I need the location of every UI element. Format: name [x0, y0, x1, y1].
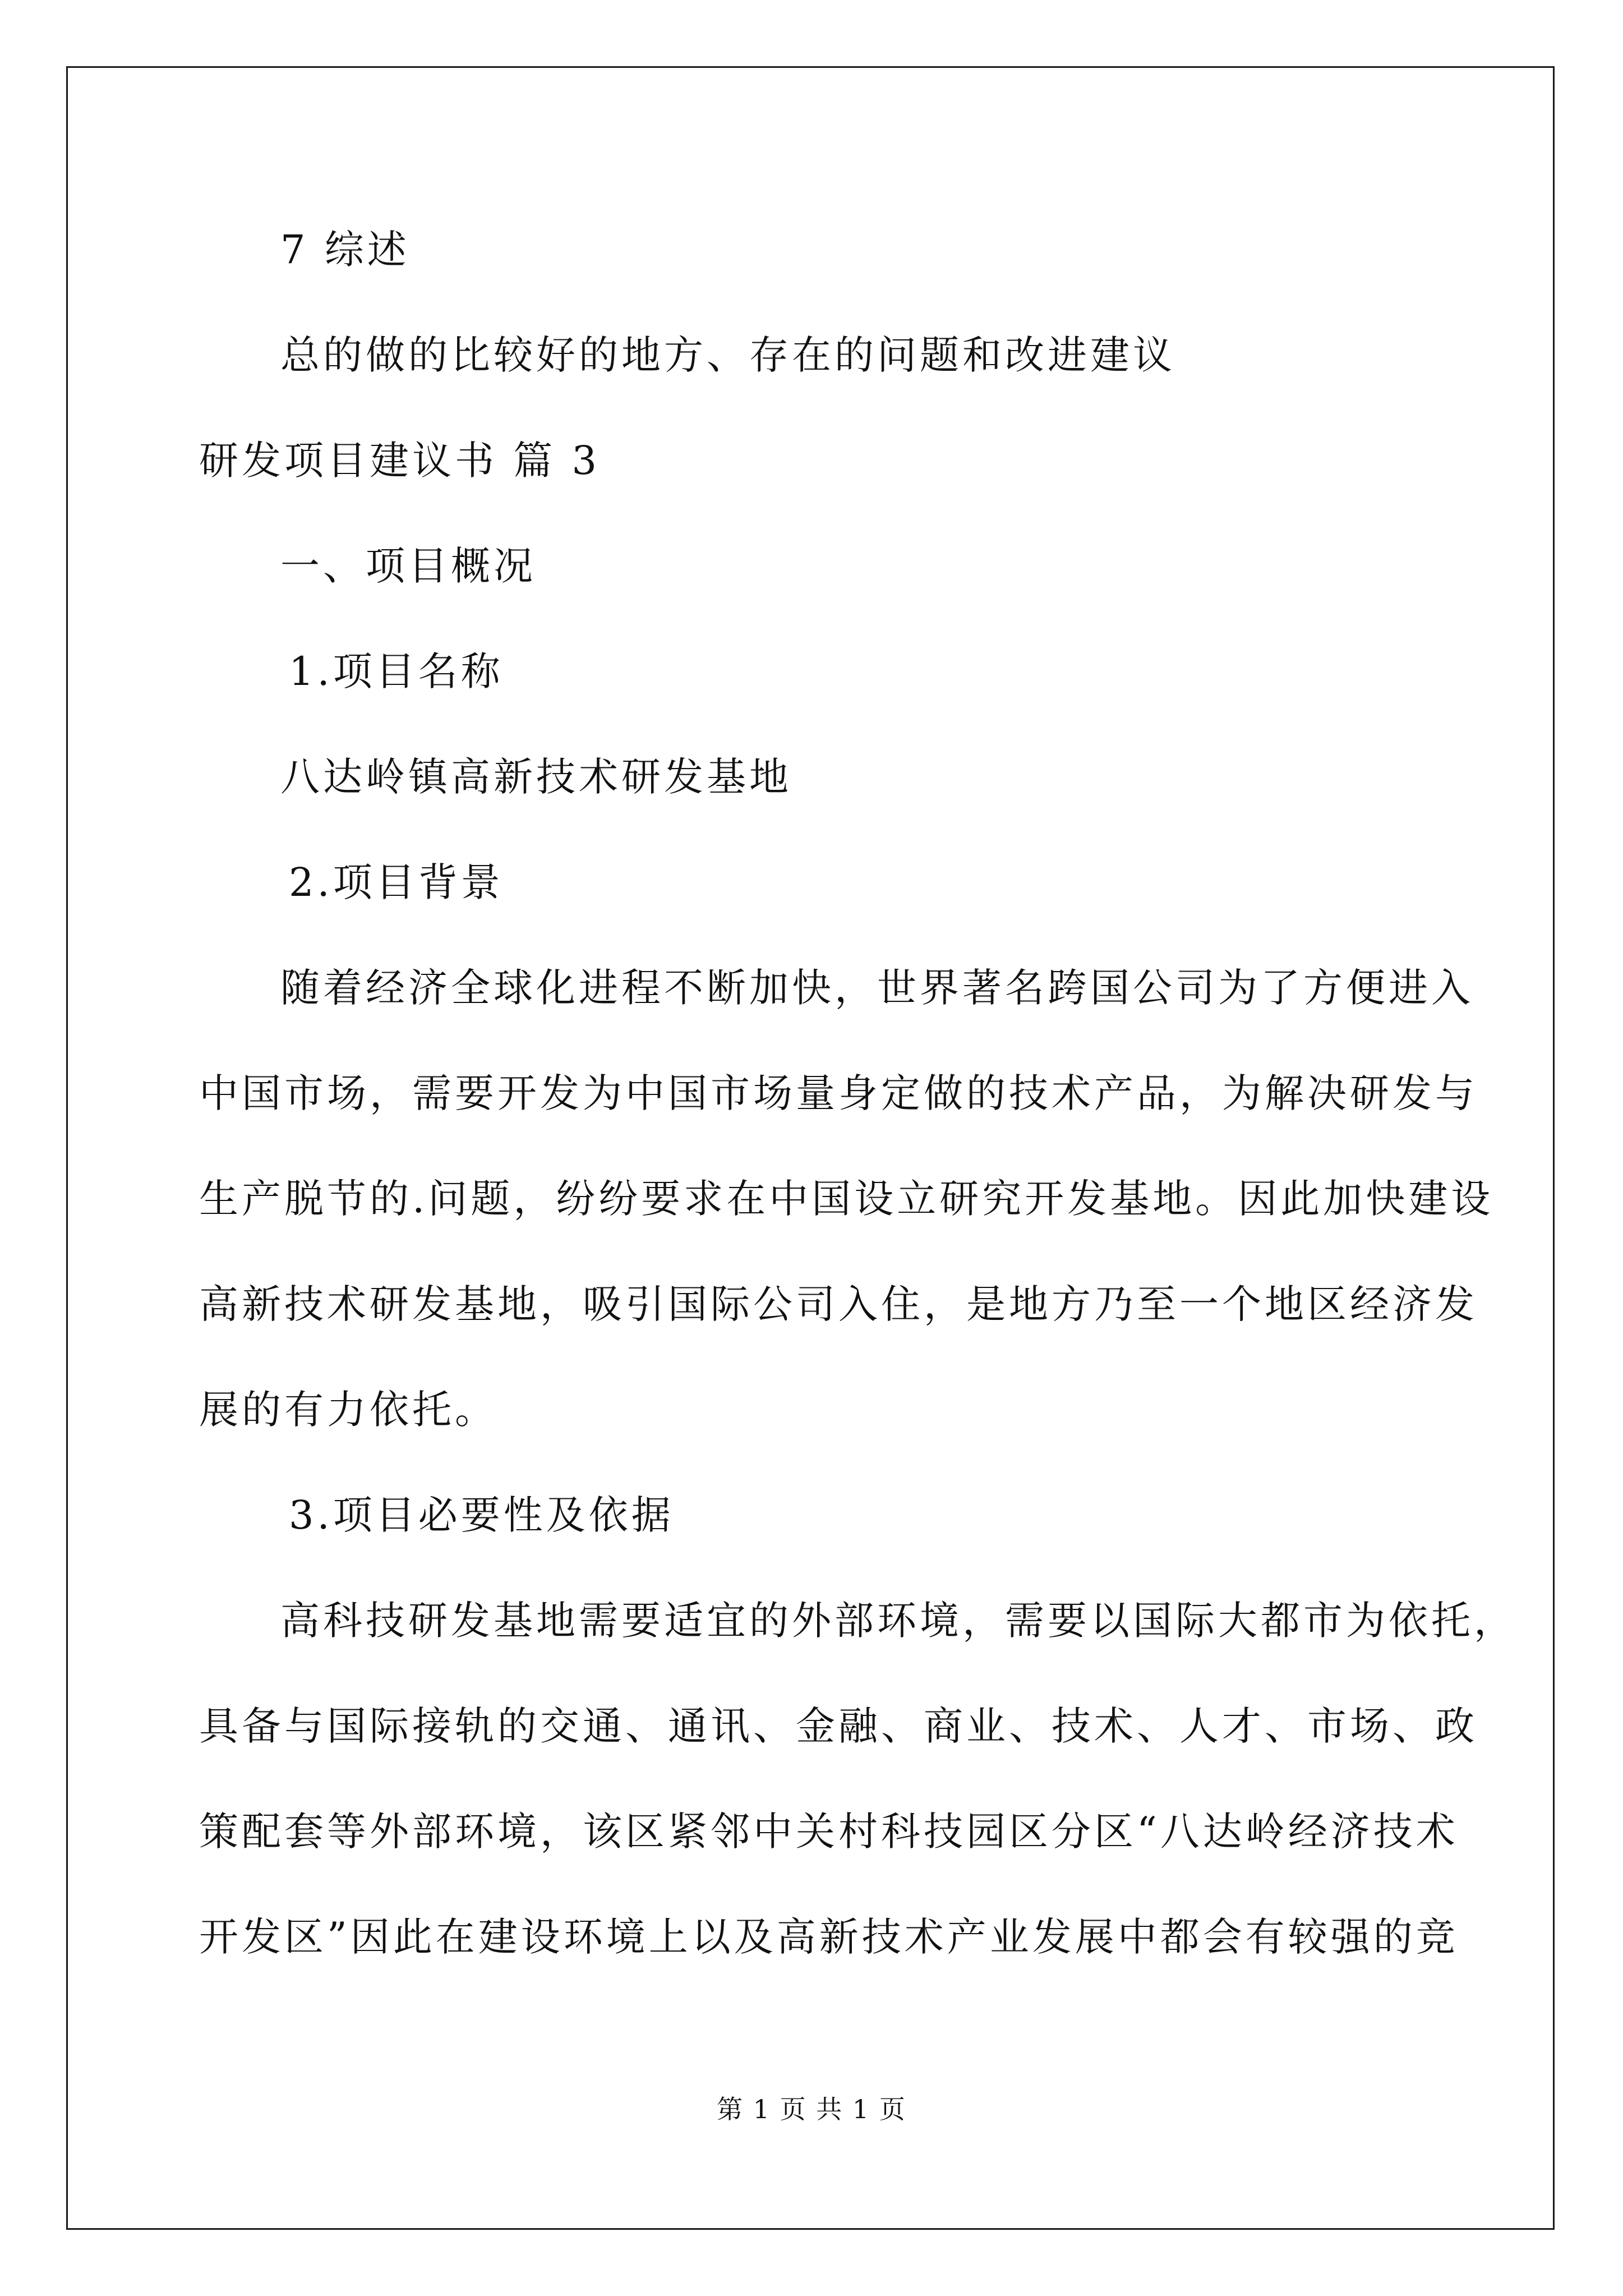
- paragraph-line: 展的有力依托。: [199, 1387, 497, 1433]
- subsection-heading-background: 2.项目背景: [289, 859, 504, 905]
- paragraph-line: 生产脱节的.问题，纷纷要求在中国设立研究开发基地。因此加快建设: [199, 1176, 1494, 1222]
- paragraph-line: 总的做的比较好的地方、存在的问题和改进建议: [280, 332, 1175, 378]
- paragraph-line: 八达岭镇高新技术研发基地: [280, 754, 792, 800]
- subsection-heading-necessity: 3.项目必要性及依据: [289, 1492, 674, 1538]
- document-title: 研发项目建议书 篇 3: [199, 438, 601, 484]
- paragraph-line: 高科技研发基地需要适宜的外部环境，需要以国际大都市为依托，: [280, 1598, 1516, 1644]
- paragraph-line: 具备与国际接轨的交通、通讯、金融、商业、技术、人才、市场、政: [199, 1703, 1478, 1749]
- page-border: [66, 66, 1555, 2230]
- page-footer: 第 1 页 共 1 页: [717, 2094, 906, 2124]
- paragraph-line: 高新技术研发基地，吸引国际公司入住，是地方乃至一个地区经济发: [199, 1281, 1478, 1327]
- subsection-heading-name: 1.项目名称: [289, 648, 504, 694]
- paragraph-line: 中国市场，需要开发为中国市场量身定做的技术产品，为解决研发与: [199, 1070, 1478, 1116]
- section-heading-summary: 7 综述: [280, 227, 410, 273]
- paragraph-line: 随着经济全球化进程不断加快，世界著名跨国公司为了方便进入: [280, 965, 1474, 1011]
- section-heading-overview: 一、项目概况: [280, 543, 536, 589]
- paragraph-line: 策配套等外部环境，该区紧邻中关村科技园区分区“八达岭经济技术: [199, 1809, 1459, 1855]
- paragraph-line: 开发区”因此在建设环境上以及高新技术产业发展中都会有较强的竞: [199, 1914, 1459, 1960]
